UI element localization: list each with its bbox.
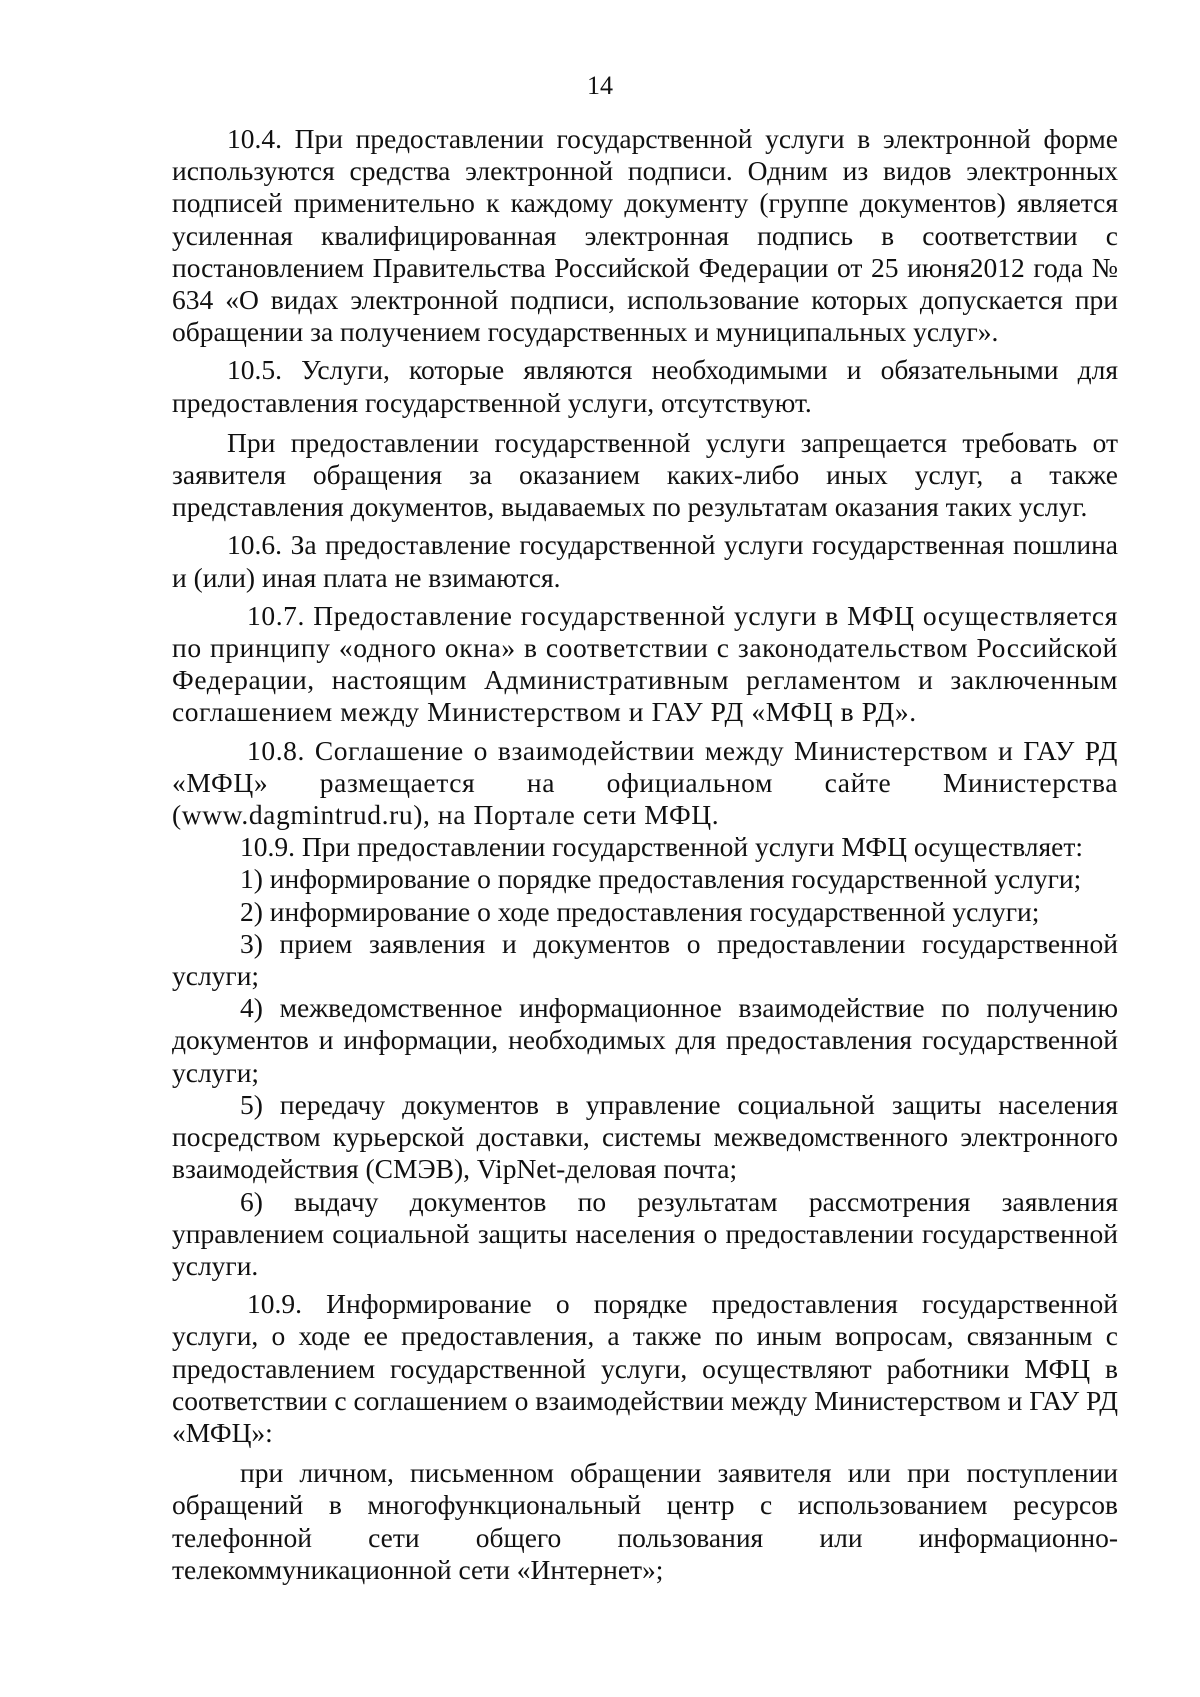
list-item-2: 2) информирование о ходе предоставления государственной услуги; — [240, 895, 1040, 927]
paragraph-10-5: 10.5. Услуги, которые являются необходимыми и обязательными для предоставления государственной услуги, отсутствуют. — [172, 354, 1118, 418]
paragraph-contact-methods: при личном, письменном обращении заявителя или при поступлении обращений в многофункциональный центр с использованием ресурсов телефонной сети общего пользования или информационно-телекоммуникационной сети «Интернет»; — [172, 1457, 1118, 1585]
list-item-5: 5) передачу документов в управление социальной защиты населения посредством курьерской доставки, системы межведомственного электронного взаимодействия (СМЭВ), VipNet-деловая почта; — [172, 1088, 1118, 1185]
list-item-1: 1) информирование о порядке предоставления государственной услуги; — [240, 863, 1082, 895]
paragraph-10-8: 10.8. Соглашение о взаимодействии между Министерством и ГАУ РД «МФЦ» размещается на официальном сайте Министерства (www.dagmintrud.ru), на Портале сети МФЦ. — [172, 734, 1118, 831]
list-item-6: 6) выдачу документов по результатам рассмотрения заявления управлением социальной защиты населения о предоставлении государственной услуги. — [172, 1185, 1118, 1281]
paragraph-10-9-services: 10.9. При предоставлении государственной услуги МФЦ осуществляет: — [240, 831, 1084, 863]
paragraph-prohibition: При предоставлении государственной услуги запрещается требовать от заявителя обращения за оказанием каких-либо иных услуг, а также представления документов, выдаваемых по результатам оказания таких услуг. — [172, 426, 1118, 523]
paragraph-10-9-informing: 10.9. Информирование о порядке предоставления государственной услуги, о ходе ее предоставления, а также по иным вопросам, связанным с предоставлением государственной услуги, осуществляют работники МФЦ в соответствии с соглашением о взаимодействии между Министерством и ГАУ РД «МФЦ»: — [172, 1288, 1118, 1448]
list-item-4: 4) межведомственное информационное взаимодействие по получению документов и информации, необходимых для предоставления государственной услуги; — [172, 992, 1118, 1088]
paragraph-10-6: 10.6. За предоставление государственной услуги государственная пошлина и (или) иная плата не взимаются. — [172, 529, 1118, 593]
paragraph-10-4: 10.4. При предоставлении государственной услуги в электронной форме используются средства электронной подписи. Одним из видов электронных подписей применительно к каждому документу (группе документов) является усиленная квалифицированная электронная подпись в соответствии с постановлением Правительства Российской Федерации от 25 июня2012 года № 634 «О видах электронной подписи, использование которых допускается при обращении за получением государственных и муниципальных услуг». — [172, 123, 1118, 348]
page-number: 14 — [587, 71, 613, 100]
list-item-3: 3) прием заявления и документов о предоставлении государственной услуги; — [172, 927, 1118, 992]
document-body — [172, 123, 1118, 1586]
paragraph-10-7: 10.7. Предоставление государственной услуги в МФЦ осуществляется по принципу «одного окна» в соответствии с законодательством Российской Федерации, настоящим Административным регламентом и заключенным соглашением между Министерством и ГАУ РД «МФЦ в РД». — [172, 599, 1118, 728]
